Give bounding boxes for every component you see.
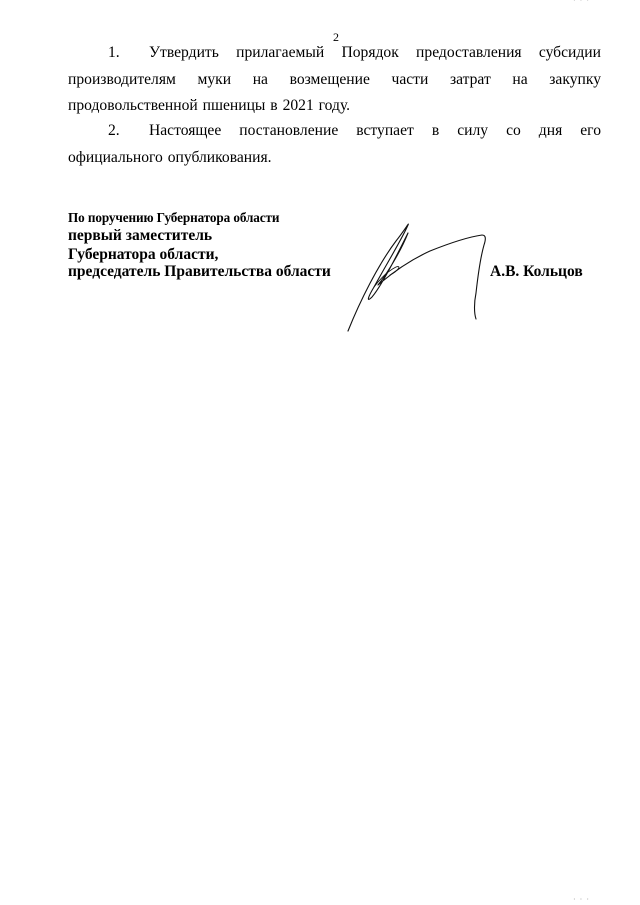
- position-line-1: первый заместитель: [68, 227, 213, 244]
- paragraph-1-text: Утвердить прилагаемый Порядок предоставления субсидии производителям муки на возмещение части затрат на закупку продовольственной пшеницы в 2021 году.: [68, 44, 601, 114]
- signer-name: А.В. Кольцов: [490, 263, 583, 280]
- paragraph-2-text: Настоящее постановление вступает в силу со дня его официального опубликования.: [68, 122, 601, 166]
- corner-mark-bottom: · · ·: [573, 895, 590, 904]
- paragraph-1-number: 1.: [108, 44, 120, 61]
- position-line-3: председатель Правительства области: [68, 263, 331, 280]
- paragraph-2: [68, 118, 601, 171]
- page-number: 2: [333, 30, 339, 44]
- handwritten-signature: [338, 213, 498, 335]
- corner-mark-top: · · ·: [573, 0, 590, 5]
- paragraph-1: [68, 40, 601, 120]
- position-line-2: Губернатора области,: [68, 246, 219, 263]
- paragraph-2-number: 2.: [108, 122, 120, 139]
- authority-line: По поручению Губернатора области: [68, 210, 280, 225]
